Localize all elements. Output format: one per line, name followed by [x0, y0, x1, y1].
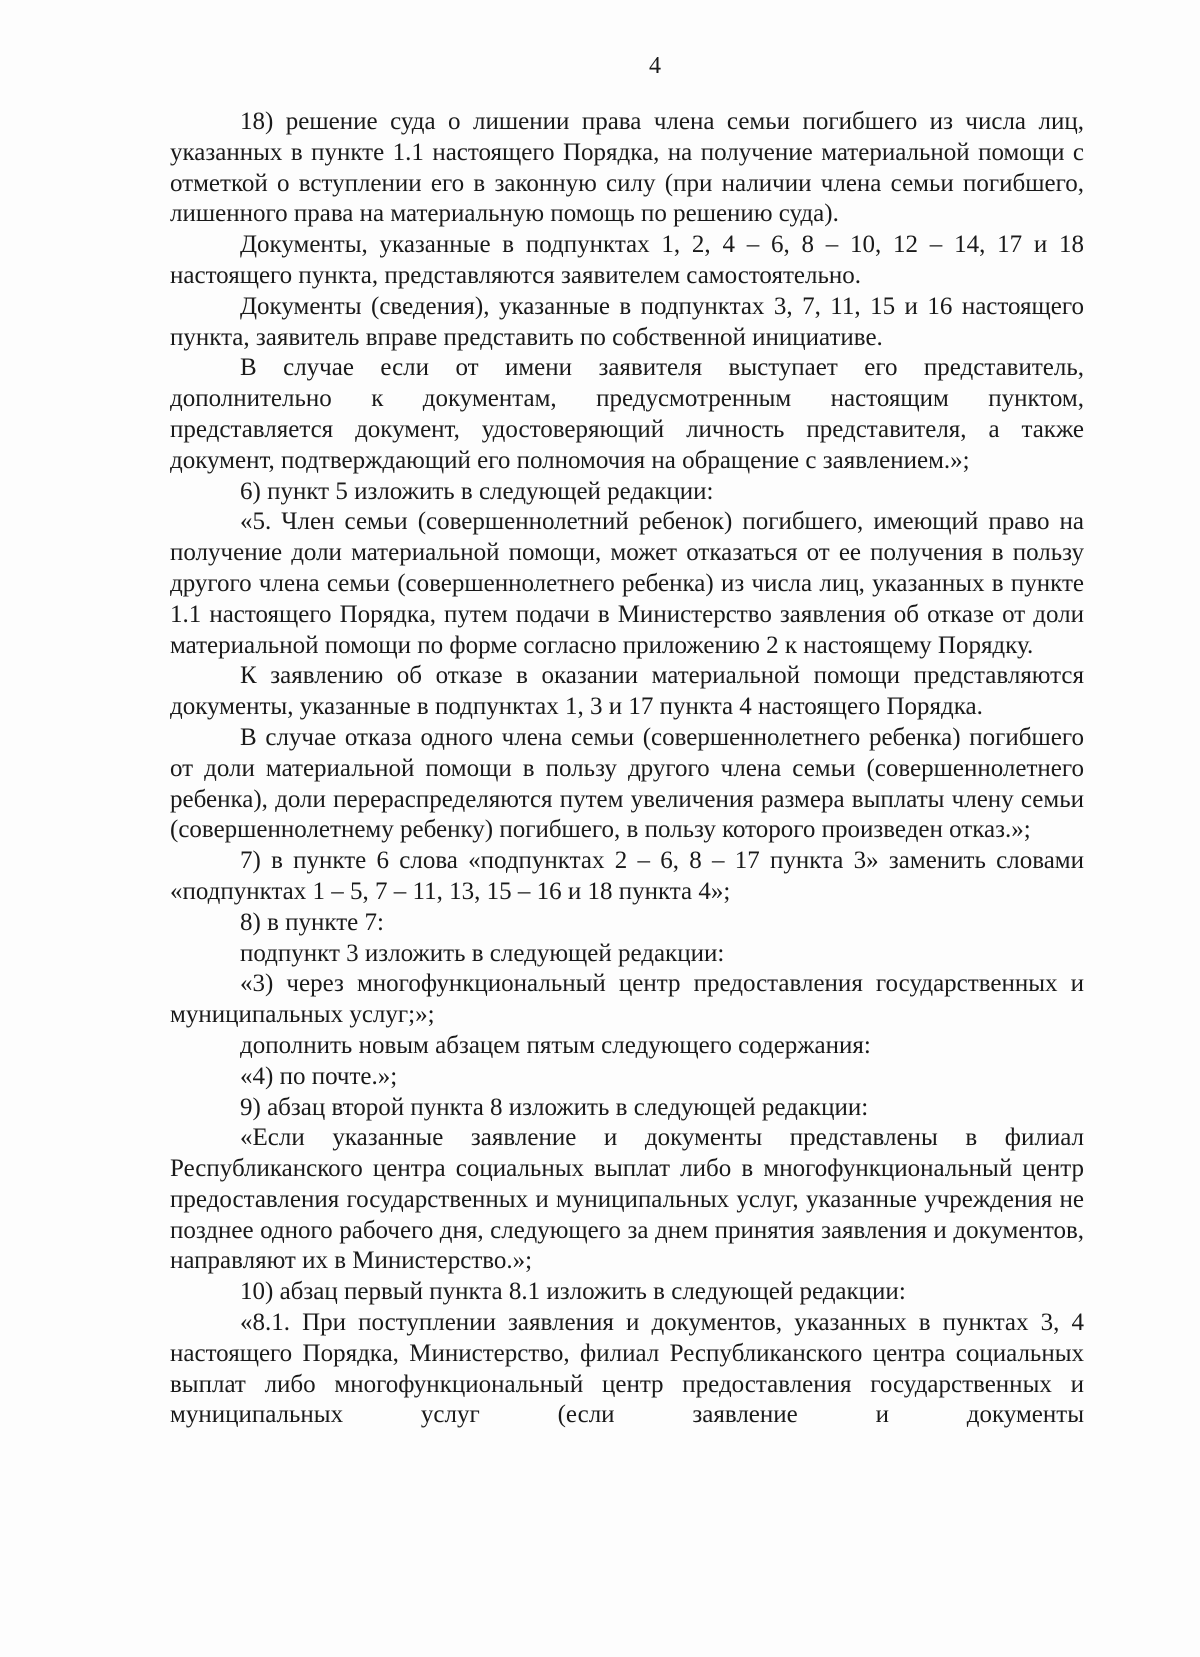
document-body — [170, 107, 1084, 1431]
paragraph-15: 9) абзац второй пункта 8 изложить в следующей редакции: — [240, 1093, 869, 1121]
paragraph-3: Документы (сведения), указанные в подпунктах 3, 7, 11, 15 и 16 настоящего пункта, заявитель вправе представить по собственной инициативе. — [170, 292, 1084, 351]
paragraph-17: 10) абзац первый пункта 8.1 изложить в следующей редакции: — [240, 1278, 906, 1306]
paragraph-12: «3) через многофункциональный центр предоставления государственных и муниципальных услуг;»; — [170, 970, 1084, 1029]
paragraph-18: «8.1. При поступлении заявления и документов, указанных в пунктах 3, 4 настоящего Порядка, Министерство, филиал Республиканского центра социальных выплат либо многофункциональный центр предоставления государственных и муниципальных услуг (если заявление и документы — [170, 1309, 1084, 1429]
paragraph-9: 7) в пункте 6 слова «подпунктах 2 – 6, 8 – 17 пункта 3» заменить словами «подпунктах 1 – 5, 7 – 11, 13, 15 – 16 и 18 пункта 4»; — [170, 847, 1084, 905]
page-number: 4 — [649, 53, 661, 79]
paragraph-6: «5. Член семьи (совершеннолетний ребенок) погибшего, имеющий право на получение доли материальной помощи, может отказаться от ее получения в пользу другого члена семьи (совершеннолетнего ребенка) из числа лиц, указанных в пункте 1.1 настоящего Порядка, путем подачи в Министерство заявления об отказе от доли материальной помощи по форме согласно приложению 2 к настоящему Порядку. — [170, 508, 1084, 659]
paragraph-13: дополнить новым абзацем пятым следующего содержания: — [240, 1031, 871, 1059]
paragraph-2: Документы, указанные в подпунктах 1, 2, 4 – 6, 8 – 10, 12 – 14, 17 и 18 настоящего пункта, представляются заявителем самостоятельно. — [170, 231, 1084, 289]
paragraph-4: В случае если от имени заявителя выступает его представитель, дополнительно к документам, предусмотренным настоящим пунктом, представляется документ, удостоверяющий личность представителя, а также документ, подтверждающий его полномочия на обращение с заявлением.»; — [170, 354, 1084, 474]
paragraph-11: подпункт 3 изложить в следующей редакции: — [240, 939, 725, 967]
paragraph-16: «Если указанные заявление и документы представлены в филиал Республиканского центра социальных выплат либо в многофункциональный центр предоставления государственных и муниципальных услуг, указанные учреждения не позднее одного рабочего дня, следующего за днем принятия заявления и документов, направляют их в Министерство.»; — [170, 1124, 1084, 1275]
paragraph-10: 8) в пункте 7: — [240, 908, 384, 936]
paragraph-5: 6) пункт 5 изложить в следующей редакции: — [240, 477, 714, 505]
paragraph-8: В случае отказа одного члена семьи (совершеннолетнего ребенка) погибшего от доли материальной помощи в пользу другого члена семьи (совершеннолетнего ребенка), доли перераспределяются путем увеличения размера выплаты члену семьи (совершеннолетнему ребенку) погибшего, в пользу которого произведен отказ.»; — [170, 723, 1084, 844]
paragraph-14: «4) по почте.»; — [240, 1062, 398, 1090]
paragraph-7: К заявлению об отказе в оказании материальной помощи представляются документы, указанные в подпунктах 1, 3 и 17 пункта 4 настоящего Порядка. — [170, 662, 1084, 721]
paragraph-1: 18) решение суда о лишении права члена семьи погибшего из числа лиц, указанных в пункте 1.1 настоящего Порядка, на получение материальной помощи с отметкой о вступлении его в законную силу (при наличии члена семьи погибшего, лишенного права на материальную помощь по решению суда). — [170, 108, 1084, 228]
